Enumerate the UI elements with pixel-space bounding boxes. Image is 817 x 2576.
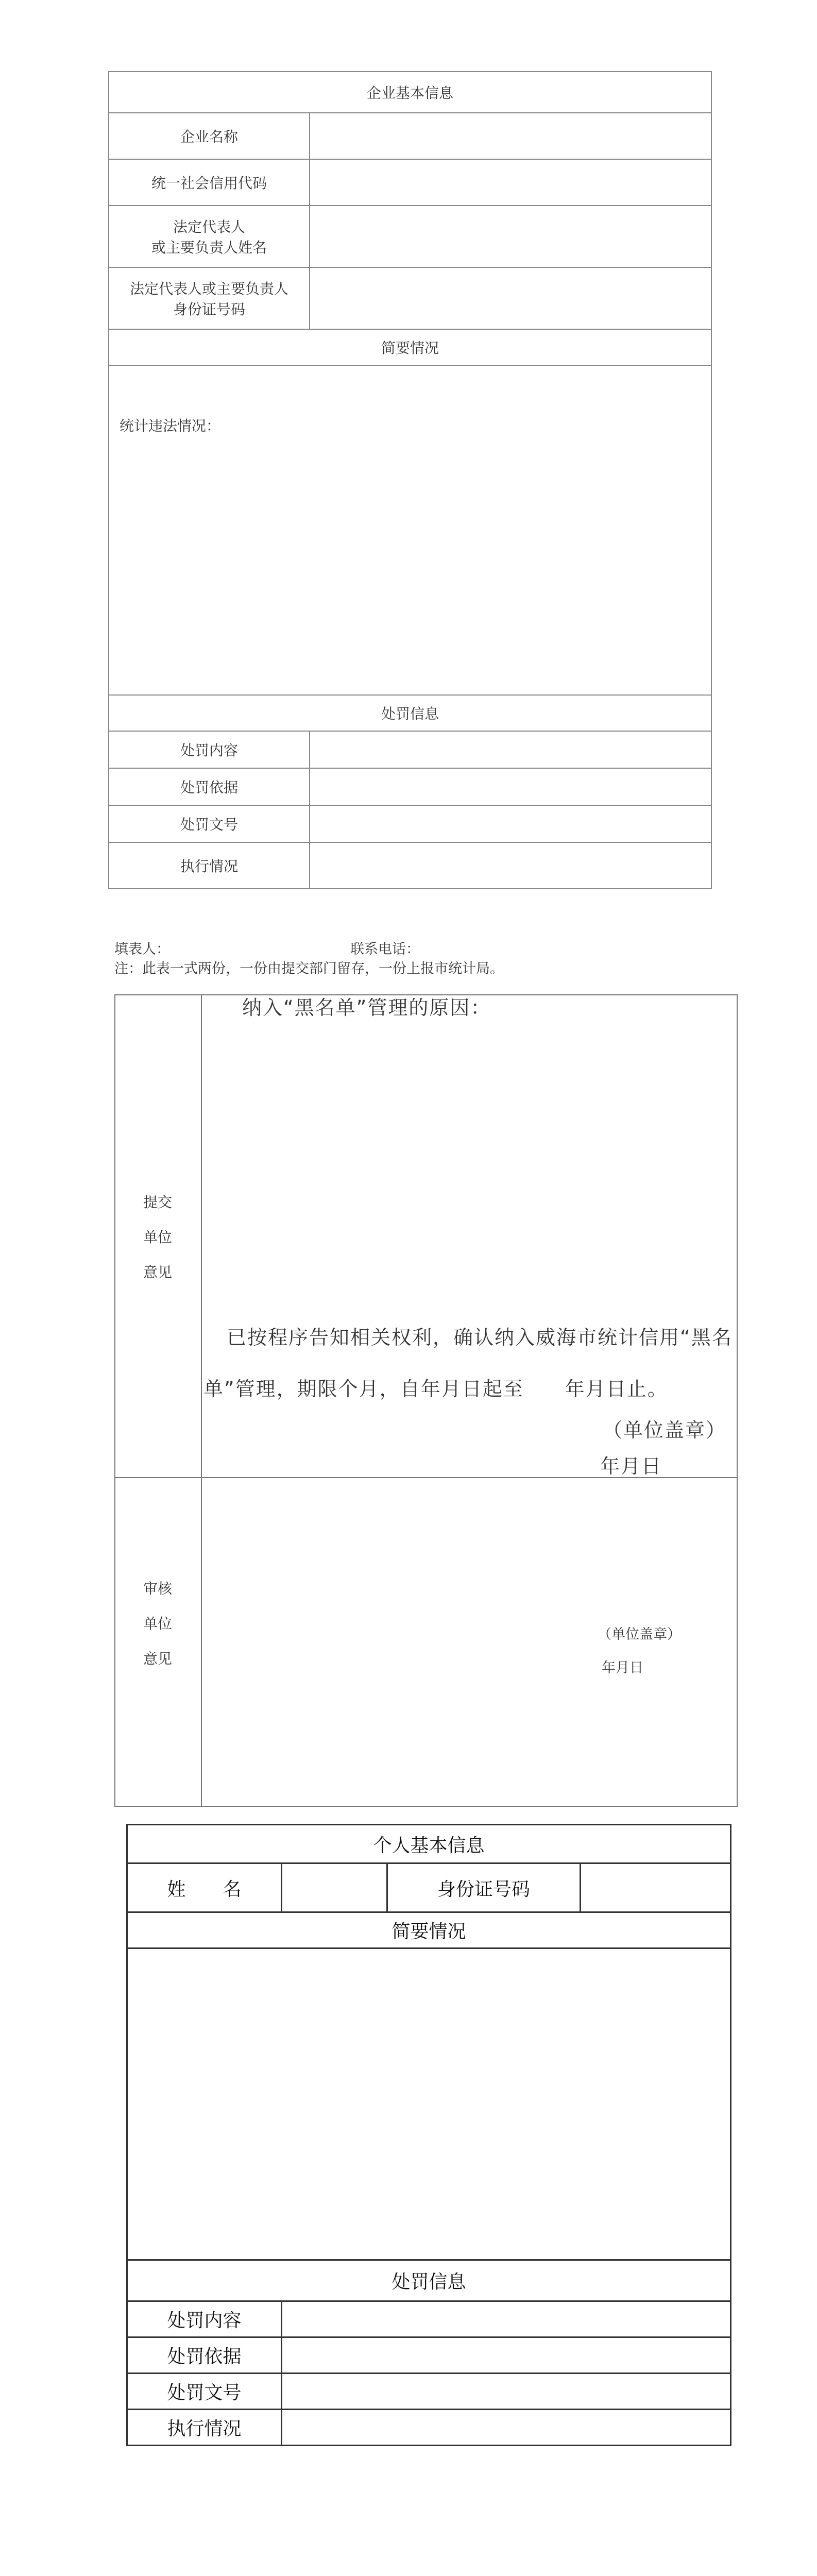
legal-rep-field[interactable] [310, 206, 711, 267]
brief-box-personal[interactable] [127, 1948, 731, 2260]
penalty-doc-field[interactable] [310, 805, 711, 842]
penalty-basis-label-personal: 处罚依据 [127, 2337, 282, 2374]
submit-unit-line2: 单位 [143, 1229, 172, 1246]
blacklist-reason-label: 纳入“黑名单”管理的原因： [242, 996, 491, 1019]
submit-unit-line1: 提交 [143, 1194, 172, 1211]
execution-label: 执行情况 [109, 842, 310, 889]
name-label: 姓 名 [127, 1863, 282, 1912]
execution-field[interactable] [310, 842, 711, 889]
execution-label-personal: 执行情况 [127, 2410, 282, 2446]
penalty-basis-field-personal[interactable] [282, 2337, 731, 2374]
review-unit-line1: 审核 [143, 1580, 172, 1597]
legal-rep-label-line1: 法定代表人 [173, 218, 245, 235]
penalty-doc-label-personal: 处罚文号 [127, 2374, 282, 2410]
section-title-basic: 企业基本信息 [109, 72, 711, 113]
statement-line1: 已按程序告知相关权利，确认纳入威海市统计信用“黑名 [227, 1326, 733, 1349]
section-title-personal: 个人基本信息 [127, 1825, 731, 1863]
penalty-content-label-personal: 处罚内容 [127, 2301, 282, 2337]
violation-box[interactable] [109, 365, 711, 695]
review-date-label: 年月日 [602, 1660, 643, 1676]
review-unit-line2: 单位 [143, 1615, 172, 1632]
submit-unit-label [114, 1185, 201, 1290]
penalty-doc-label: 处罚文号 [109, 805, 310, 842]
legal-rep-label [109, 206, 310, 267]
penalty-content-label: 处罚内容 [109, 731, 310, 768]
section-title-penalty-personal: 处罚信息 [127, 2260, 731, 2301]
violation-label: 统计违法情况： [120, 417, 221, 434]
seal-label: （单位盖章） [603, 1419, 727, 1442]
enterprise-info-table [108, 71, 712, 889]
section-title-brief: 简要情况 [109, 329, 711, 365]
column-divider [201, 994, 202, 1807]
legal-id-label [109, 267, 310, 329]
personal-info-table [126, 1824, 731, 2446]
penalty-doc-field-personal[interactable] [282, 2374, 731, 2410]
legal-id-field[interactable] [310, 267, 711, 329]
legal-id-label-line1: 法定代表人或主要负责人 [129, 280, 288, 297]
phone-label: 联系电话： [350, 941, 420, 957]
penalty-content-field[interactable] [310, 731, 711, 768]
id-field[interactable] [581, 1863, 731, 1912]
name-field[interactable] [282, 1863, 387, 1912]
company-name-label: 企业名称 [109, 113, 310, 159]
date-label: 年月日 [600, 1455, 662, 1478]
penalty-basis-field[interactable] [310, 768, 711, 805]
legal-id-label-line2: 身份证号码 [173, 301, 245, 318]
company-name-field[interactable] [310, 113, 711, 159]
filler-label: 填表人： [114, 941, 170, 957]
footer-note: 注：此表一式两份，一份由提交部门留存，一份上报市统计局。 [114, 961, 504, 977]
penalty-content-field-personal[interactable] [282, 2301, 731, 2337]
section-title-brief-personal: 简要情况 [127, 1912, 731, 1948]
credit-code-label: 统一社会信用代码 [109, 159, 310, 206]
id-label: 身份证号码 [387, 1863, 581, 1912]
review-unit-line3: 意见 [143, 1650, 172, 1667]
legal-rep-label-line2: 或主要负责人姓名 [151, 239, 267, 256]
review-seal-label: （单位盖章） [598, 1626, 681, 1642]
credit-code-field[interactable] [310, 159, 711, 206]
execution-field-personal[interactable] [282, 2410, 731, 2446]
statement-line2: 单”管理，期限个月，自年月日起至 年月日止。 [203, 1378, 668, 1400]
review-unit-label [114, 1571, 201, 1676]
section-title-penalty: 处罚信息 [109, 695, 711, 731]
submit-unit-line3: 意见 [143, 1264, 172, 1281]
penalty-basis-label: 处罚依据 [109, 768, 310, 805]
